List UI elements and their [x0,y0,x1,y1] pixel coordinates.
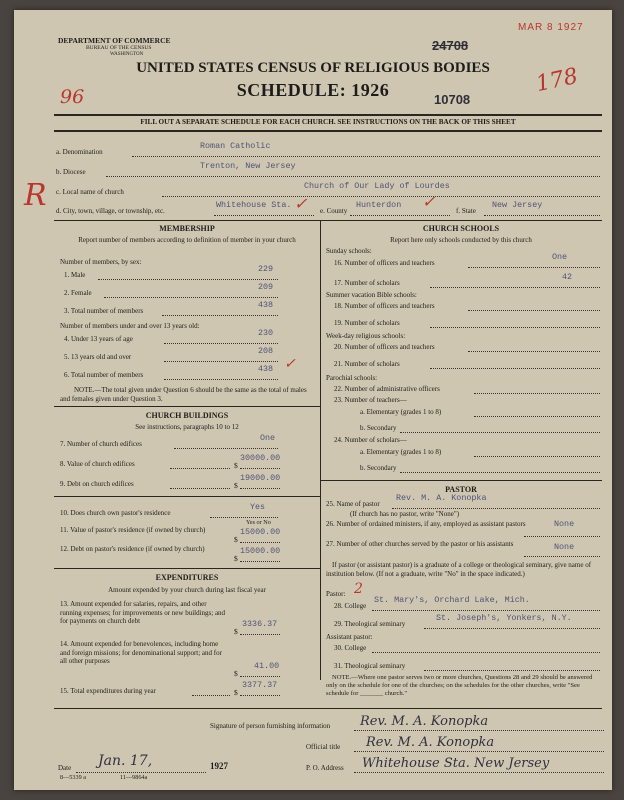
q18-line [468,310,600,311]
q25-line [392,508,600,509]
q29-value: St. Joseph's, Yonkers, N.Y. [436,613,572,623]
section-rule [54,220,602,221]
q11-line [240,542,280,543]
q27-label: 27. Number of other churches served by the pastor or his assistants [326,540,514,548]
buildings-heading: CHURCH BUILDINGS [145,411,229,420]
q2-line [104,297,278,298]
q24-label: 24. Number of scholars— [334,436,407,444]
pastor-rule [320,480,602,481]
q13-label: 13. Amount expended for salaries, repairs, and other running expenses; for improvements or new buildings; and for payments on church debt [60,600,226,625]
q24b-line [400,472,600,473]
membership-heading: MEMBERSHIP [159,224,215,233]
weekday-label: Week-day religious schools: [326,332,406,340]
q7-label: 7. Number of church edifices [60,440,142,448]
q8-dollar: $ [234,461,238,470]
instruction-banner: FILL OUT A SEPARATE SCHEDULE FOR EACH CHURCH. SEE INSTRUCTIONS ON THE BACK OF THIS SHEET [140,118,516,126]
q6-value: 438 [258,364,274,374]
print-code: 11—9864a [120,774,148,781]
buildings-rule [54,496,320,497]
schools-heading: CHURCH SCHOOLS [422,224,500,233]
q31-label: 31. Theological seminary [334,662,406,670]
pastor-sublabel: Pastor: [326,590,346,598]
form-code: 8—5339 a [60,774,86,781]
q15-dollar: $ [234,688,238,697]
q13-dollar: $ [234,627,238,636]
q7-value: One [260,433,276,443]
q30-label: 30. College [334,644,367,652]
q16-label: 16. Number of officers and teachers [334,259,435,267]
q12-value: 15000.00 [240,546,281,556]
q11-value: 15000.00 [240,527,281,537]
census-schedule-sheet [14,10,612,790]
received-date-stamp: MAR 8 1927 [518,22,584,33]
q16-value: One [552,252,568,262]
denomination-line [132,156,600,157]
q26-line [524,536,600,537]
q20-line [468,351,600,352]
q17-value: 42 [562,272,573,282]
q12-label: 12. Debt on pastor's residence (if owned by church) [60,545,205,553]
q31-line [424,670,600,671]
official-title-value: Rev. M. A. Konopka [366,735,495,750]
expenditures-heading: EXPENDITURES [155,573,219,582]
q14-line [240,676,280,677]
q9-line-b [240,488,280,489]
q1-value: 229 [258,264,274,274]
header-rule-top [54,114,602,116]
q23-label: 23. Number of teachers— [334,396,407,404]
city-value: Whitehouse Sta. [216,200,292,210]
q10-hint: Yes or No [246,519,271,526]
q30-line [372,652,600,653]
signature-label: Signature of person furnishing information [210,722,331,730]
address-value: Whitehouse Sta. New Jersey [362,756,550,771]
q12-line [240,561,280,562]
department-label: DEPARTMENT OF COMMERCE [58,36,171,45]
q21-label: 21. Number of scholars [334,360,400,368]
column-divider [320,220,321,680]
q13-line [240,634,280,635]
age-intro: Number of members under and over 13 years old: [60,322,200,330]
q23a-label: a. Elementary (grades 1 to 8) [360,408,442,416]
q1-line [98,279,278,280]
q5-line [164,361,278,362]
q15-label: 15. Total expenditures during year [60,687,156,695]
q10-line [210,517,278,518]
q25-label: 25. Name of pastor [326,500,380,508]
parochial-label: Parochial schools: [326,374,378,382]
q8-label: 8. Value of church edifices [60,460,135,468]
membership-rule [54,406,320,407]
margin-mark-r: R [24,178,47,213]
q3-label: 3. Total number of members [64,307,144,315]
date-line [76,772,206,773]
city-label: WASHINGTON [110,52,144,57]
expenditures-rule [54,568,320,569]
q5-value: 208 [258,346,274,356]
q22-label: 22. Number of administrative officers [334,385,440,393]
q21-line [430,368,600,369]
hand-note-left: 96 [60,86,85,108]
q15-line-b [240,695,280,696]
q25-note: (If church has no pastor, write "None") [350,510,460,518]
state-label: f. State [456,207,476,215]
q4-value: 230 [258,328,274,338]
date-year: 1927 [210,761,228,771]
check-mark-city: ✓ [294,194,308,213]
official-title-line [354,751,604,752]
q14-value: 41.00 [254,661,280,671]
q19-label: 19. Number of scholars [334,319,400,327]
graduate-note: If pastor (or assistant pastor) is a graduate of a college or theological seminary, give name of institution below. (If not a graduate, write "No" in the space indicated.) [326,561,592,578]
county-line [350,215,450,216]
state-value: New Jersey [492,200,543,210]
check-mark-q6: ✓ [284,356,296,372]
diocese-label: b. Diocese [56,168,86,176]
state-line [484,215,600,216]
q3-value: 438 [258,300,274,310]
q24a-line [474,456,600,457]
q12-dollar: $ [234,554,238,563]
q20-label: 20. Number of officers and teachers [334,343,435,351]
q9-label: 9. Debt on church edifices [60,480,134,488]
q17-label: 17. Number of scholars [334,279,400,287]
diocese-line [106,176,600,177]
q15-line [192,695,230,696]
city-line [214,215,314,216]
q23b-label: b. Secondary [360,424,397,432]
q8-value: 30000.00 [240,453,281,463]
q9-value: 19000.00 [240,473,281,483]
q19-line [430,327,600,328]
county-label: e. County [320,207,348,215]
q27-value: None [554,542,575,552]
buildings-sub: See instructions, paragraphs 10 to 12 [135,423,239,431]
header-rule-bottom [54,130,602,132]
q9-line [170,488,230,489]
q5-label: 5. 13 years old and over [64,353,132,361]
q11-label: 11. Value of pastor's residence (if owned by church) [60,526,206,534]
pastor-heading: PASTOR [445,485,477,494]
signature-line [354,730,604,731]
church-name-label: c. Local name of church [56,188,124,196]
q16-line [468,267,600,268]
q22-line [474,393,600,394]
q17-line [430,287,600,288]
vacation-label: Summer vacation Bible schools: [326,291,417,299]
struck-stamp-number: 24708 [432,38,469,53]
date-label: Date [58,764,72,772]
q23b-line [400,432,600,433]
q3-line [162,315,278,316]
q10-value: Yes [250,502,266,512]
q27-line [524,556,600,557]
bureau-label: BUREAU OF THE CENSUS [86,45,152,51]
denomination-label: a. Denomination [56,148,103,156]
hand-note-right: 178 [533,63,581,98]
signature-value: Rev. M. A. Konopka [360,714,489,729]
church-name-line [162,196,600,197]
q14-dollar: $ [234,669,238,678]
q26-value: None [554,519,575,529]
address-line [354,772,604,773]
q6-line [164,379,278,380]
denomination-value: Roman Catholic [200,141,271,151]
by-sex-label: Number of members, by sex: [60,258,142,266]
city-label-field: d. City, town, village, or township, etc. [56,207,165,215]
q4-label: 4. Under 13 years of age [64,335,133,343]
q24b-label: b. Secondary [360,464,397,472]
membership-intro: Report number of members according to definition of member in your church [78,236,296,244]
sunday-label: Sunday schools: [326,247,372,255]
schools-intro: Report here only schools conducted by this church [390,236,532,244]
q13-value: 3336.37 [242,619,278,629]
q23a-line [474,416,600,417]
form-title: UNITED STATES CENSUS OF RELIGIOUS BODIES [136,60,490,76]
q4-line [164,343,278,344]
q8-line [170,468,230,469]
q18-label: 18. Number of officers and teachers [334,302,435,310]
q9-dollar: $ [234,481,238,490]
official-title-label: Official title [306,743,341,751]
q15-value: 3377.37 [242,680,278,690]
date-value: Jan. 17, [98,753,153,769]
church-name-value: Church of Our Lady of Lourdes [304,181,450,191]
q28-value: St. Mary's, Orchard Lake, Mich. [374,595,530,605]
assistant-sublabel: Assistant pastor: [326,633,373,641]
q7-line [174,448,278,449]
q28-line [372,610,600,611]
q25-value: Rev. M. A. Konopka [396,493,487,503]
red-mark-2: 2 [354,581,363,597]
membership-note: NOTE.—The total given under Question 6 should be the same as the total of males and females given under Question 3. [60,386,307,403]
q10-label: 10. Does church own pastor's residence [60,509,171,517]
address-label: P. O. Address [306,764,344,772]
q6-label: 6. Total number of members [64,371,144,379]
q2-value: 209 [258,282,274,292]
diocese-value: Trenton, New Jersey [200,161,296,171]
check-mark-county: ✓ [422,192,436,211]
expenditures-sub: Amount expended by your church during last fiscal year [108,586,266,594]
q29-line [424,628,600,629]
footer-rule [54,708,602,709]
q28-label: 28. College [334,602,367,610]
q11-dollar: $ [234,535,238,544]
q24a-label: a. Elementary (grades 1 to 8) [360,448,442,456]
q8-line-b [240,468,280,469]
county-value: Hunterdon [356,200,402,210]
form-subtitle: SCHEDULE: 1926 [236,80,390,100]
q29-label: 29. Theological seminary [334,620,406,628]
q2-label: 2. Female [64,289,92,297]
q14-label: 14. Amount expended for benevolences, including home and foreign missions; for denominational support; and for all other purposes [60,640,222,665]
stamp-number: 10708 [434,92,471,107]
pastor-note: NOTE.—Where one pastor serves two or more churches, Questions 28 and 29 should be answered only on the schedule for one of the churches; on the schedules for the other churches, write "See schedule for _______ church." [326,674,593,697]
q1-label: 1. Male [64,271,86,279]
q26-label: 26. Number of ordained ministers, if any, employed as assistant pastors [326,520,526,528]
